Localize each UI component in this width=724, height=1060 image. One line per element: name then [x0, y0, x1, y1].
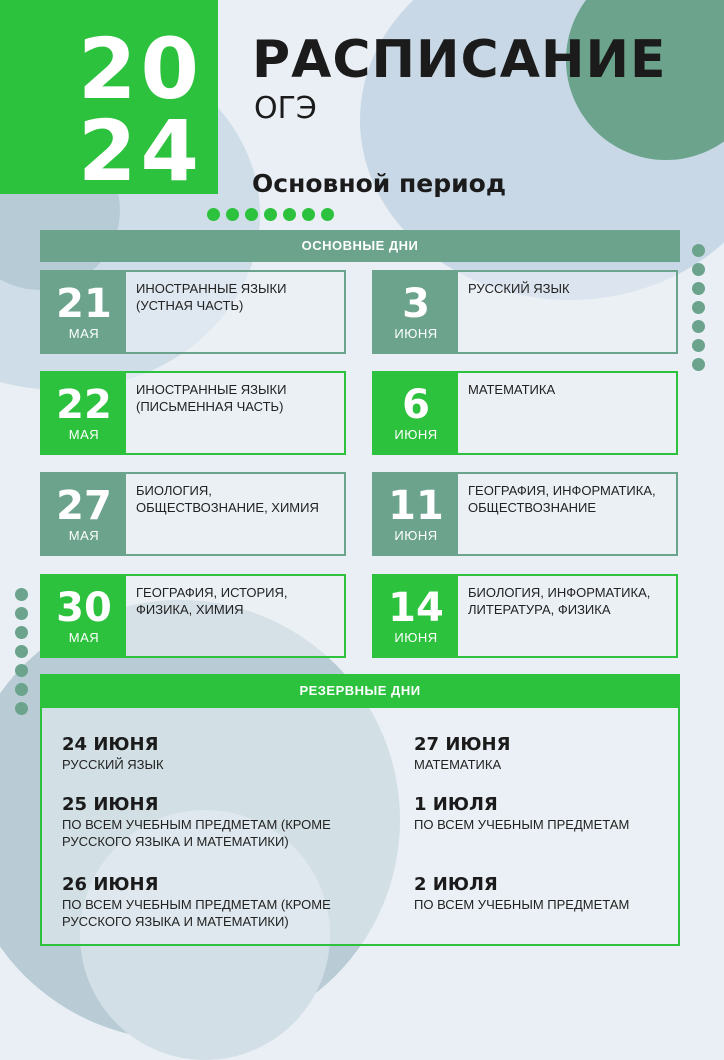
reserve-item: [62, 874, 402, 930]
year-digits: [78, 20, 203, 200]
exam-subjects: ИНОСТРАННЫЕ ЯЗЫКИ (ПИСЬМЕННАЯ ЧАСТЬ): [136, 382, 287, 414]
exam-subjects: БИОЛОГИЯ, ОБЩЕСТВОЗНАНИЕ, ХИМИЯ: [136, 483, 319, 515]
reserve-item: [414, 874, 674, 913]
dot-icon: [207, 208, 220, 221]
exam-subjects: РУССКИЙ ЯЗЫК: [468, 281, 570, 296]
date-block: [374, 474, 458, 554]
date-block: [42, 474, 126, 554]
exam-subjects: МАТЕМАТИКА: [468, 382, 556, 397]
date-block: [374, 373, 458, 453]
dot-icon: [15, 702, 28, 715]
exam-subjects: ГЕОГРАФИЯ, ИНФОРМАТИКА, ОБЩЕСТВОЗНАНИЕ: [468, 483, 656, 515]
date-day: 27: [56, 482, 112, 529]
decorative-dots-right: [692, 244, 705, 371]
reserve-days-band: РЕЗЕРВНЫЕ ДНИ: [40, 674, 680, 708]
page-title: РАСПИСАНИЕ: [252, 30, 667, 90]
exam-subjects: ГЕОГРАФИЯ, ИСТОРИЯ, ФИЗИКА, ХИМИЯ: [136, 585, 288, 617]
year-top: 20: [78, 20, 203, 118]
reserve-date: 24 ИЮНЯ: [62, 734, 159, 755]
dot-icon: [15, 626, 28, 639]
period-heading: Основной период: [252, 169, 507, 198]
date-day: 14: [388, 584, 444, 631]
exam-subjects: ИНОСТРАННЫЕ ЯЗЫКИ (УСТНАЯ ЧАСТЬ): [136, 281, 287, 313]
dot-icon: [245, 208, 258, 221]
date-block: [374, 576, 458, 656]
reserve-subjects: РУССКИЙ ЯЗЫК: [62, 757, 164, 772]
reserve-item: [414, 734, 674, 773]
reserve-subjects: ПО ВСЕМ УЧЕБНЫМ ПРЕДМЕТАМ (КРОМЕ РУССКОГО ЯЗЫКА И МАТЕМАТИКИ): [62, 817, 331, 849]
reserve-item: [62, 734, 402, 773]
reserve-subjects: МАТЕМАТИКА: [414, 757, 502, 772]
page-subtitle: ОГЭ: [254, 91, 317, 126]
date-month: МАЯ: [68, 527, 100, 543]
schedule-card: [40, 574, 346, 658]
reserve-date: 2 ИЮЛЯ: [414, 874, 498, 895]
schedule-card: [372, 472, 678, 556]
reserve-date: 26 ИЮНЯ: [62, 874, 159, 895]
schedule-card: [40, 371, 346, 455]
reserve-date: 27 ИЮНЯ: [414, 734, 511, 755]
reserve-subjects: ПО ВСЕМ УЧЕБНЫМ ПРЕДМЕТАМ: [414, 817, 630, 832]
dot-icon: [692, 301, 705, 314]
schedule-card: [372, 270, 678, 354]
decorative-dots-top: [207, 208, 334, 221]
dot-icon: [15, 588, 28, 601]
dot-icon: [15, 664, 28, 677]
date-month: ИЮНЯ: [394, 527, 438, 543]
date-month: ИЮНЯ: [394, 629, 438, 645]
dot-icon: [692, 358, 705, 371]
reserve-item: [62, 794, 402, 850]
date-block: [42, 373, 126, 453]
exam-subjects: БИОЛОГИЯ, ИНФОРМАТИКА, ЛИТЕРАТУРА, ФИЗИКА: [468, 585, 651, 617]
date-month: ИЮНЯ: [394, 426, 438, 442]
date-block: [42, 272, 126, 352]
date-day: 3: [402, 280, 430, 327]
schedule-card: [372, 574, 678, 658]
dot-icon: [692, 244, 705, 257]
date-month: ИЮНЯ: [394, 325, 438, 341]
reserve-date: 25 ИЮНЯ: [62, 794, 159, 815]
date-block: [374, 272, 458, 352]
dot-icon: [692, 320, 705, 333]
dot-icon: [692, 339, 705, 352]
date-month: МАЯ: [68, 426, 100, 442]
dot-icon: [15, 683, 28, 696]
date-day: 6: [402, 381, 430, 428]
decorative-dots-left: [15, 588, 28, 715]
reserve-date: 1 ИЮЛЯ: [414, 794, 498, 815]
date-day: 11: [388, 482, 444, 529]
main-days-band: ОСНОВНЫЕ ДНИ: [40, 230, 680, 262]
reserve-subjects: ПО ВСЕМ УЧЕБНЫМ ПРЕДМЕТАМ (КРОМЕ РУССКОГО ЯЗЫКА И МАТЕМАТИКИ): [62, 897, 331, 929]
dot-icon: [692, 263, 705, 276]
dot-icon: [302, 208, 315, 221]
dot-icon: [692, 282, 705, 295]
date-month: МАЯ: [68, 325, 100, 341]
dot-icon: [264, 208, 277, 221]
date-day: 21: [56, 280, 112, 327]
dot-icon: [321, 208, 334, 221]
schedule-card: [40, 472, 346, 556]
date-month: МАЯ: [68, 629, 100, 645]
reserve-item: [414, 794, 674, 833]
dot-icon: [226, 208, 239, 221]
reserve-days-panel: [40, 708, 680, 946]
date-day: 30: [56, 584, 112, 631]
dot-icon: [15, 645, 28, 658]
year-bottom: 24: [78, 102, 203, 200]
dot-icon: [15, 607, 28, 620]
reserve-subjects: ПО ВСЕМ УЧЕБНЫМ ПРЕДМЕТАМ: [414, 897, 630, 912]
date-day: 22: [56, 381, 112, 428]
schedule-card: [40, 270, 346, 354]
dot-icon: [283, 208, 296, 221]
schedule-card: [372, 371, 678, 455]
date-block: [42, 576, 126, 656]
year-block: [0, 0, 218, 200]
